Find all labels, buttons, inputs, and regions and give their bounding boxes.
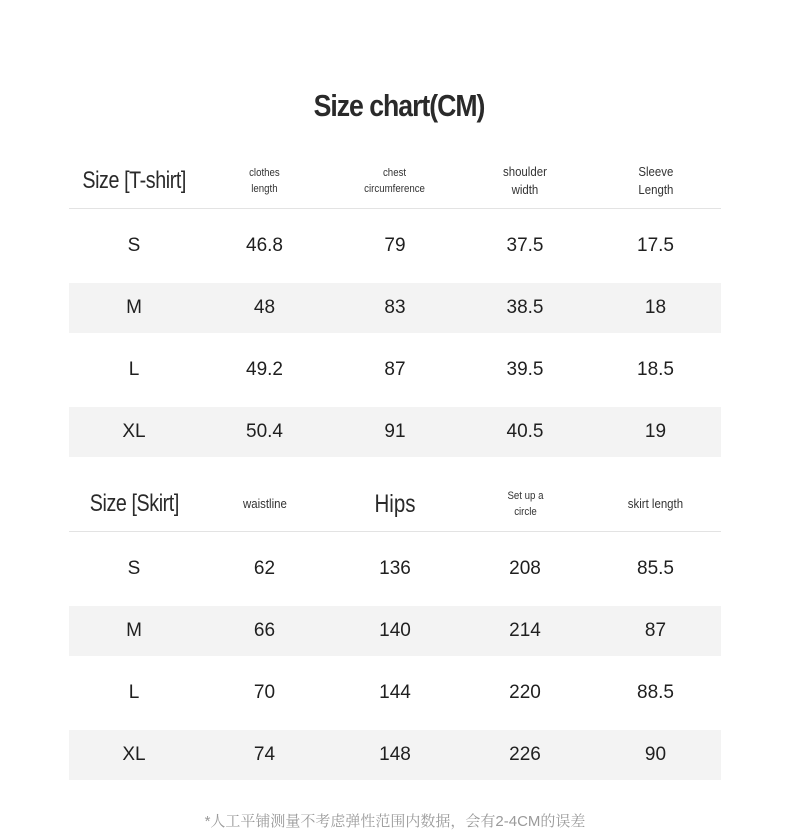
tshirt-size-table <box>69 154 721 457</box>
header-skirt-length: skirt length <box>627 496 684 511</box>
value-cell: 79 <box>384 235 406 256</box>
value-cell: 74 <box>253 744 276 765</box>
header-hips: Hips <box>374 489 416 518</box>
value-cell: 37.5 <box>506 235 544 256</box>
table-row <box>69 730 721 780</box>
table-header <box>69 154 721 209</box>
page-title: Size chart(CM) <box>313 88 485 123</box>
value-cell: 18 <box>644 297 667 318</box>
value-cell: 50.4 <box>246 421 283 442</box>
size-cell: L <box>128 359 140 380</box>
table-row <box>69 407 721 457</box>
size-cell: XL <box>122 744 146 765</box>
value-cell: 220 <box>509 682 541 703</box>
value-cell: 88.5 <box>637 682 674 703</box>
size-cell: XL <box>122 421 146 442</box>
table-row <box>69 544 721 594</box>
skirt-size-table <box>69 477 721 780</box>
table-row <box>69 221 721 271</box>
header-set-up-a-circle: Set up a circle <box>506 490 544 518</box>
value-cell: 39.5 <box>506 359 544 380</box>
value-cell: 38.5 <box>506 297 544 318</box>
value-cell: 66 <box>253 620 276 641</box>
size-cell: S <box>127 235 141 256</box>
value-cell: 226 <box>509 744 541 765</box>
value-cell: 18.5 <box>637 359 674 380</box>
table-row <box>69 345 721 395</box>
value-cell: 87 <box>384 359 406 380</box>
value-cell: 40.5 <box>506 421 544 442</box>
value-cell: 17.5 <box>637 235 674 256</box>
value-cell: 85.5 <box>637 558 674 579</box>
value-cell: 19 <box>644 421 667 442</box>
header-sleeve-length: Sleeve Length <box>637 164 673 197</box>
value-cell: 91 <box>384 421 406 442</box>
table-row <box>69 668 721 718</box>
measurement-note: *人工平铺测量不考虑弹性范围内数据，会有2-4CM的误差 <box>204 813 586 830</box>
tshirt-size-label: Size [T-shirt] <box>82 167 186 194</box>
value-cell: 140 <box>379 620 411 641</box>
value-cell: 136 <box>379 558 411 579</box>
size-cell: M <box>126 620 142 641</box>
skirt-size-label: Size [Skirt] <box>89 490 179 517</box>
value-cell: 70 <box>253 682 276 703</box>
value-cell: 148 <box>379 744 411 765</box>
value-cell: 208 <box>509 558 541 579</box>
header-waistline: waistline <box>242 496 287 511</box>
size-cell: L <box>128 682 140 703</box>
table-header <box>69 477 721 532</box>
size-cell: S <box>127 558 141 579</box>
header-clothes-length: clothes length <box>249 167 280 195</box>
value-cell: 48 <box>253 297 276 318</box>
value-cell: 62 <box>253 558 276 579</box>
value-cell: 46.8 <box>246 235 283 256</box>
value-cell: 90 <box>644 744 667 765</box>
value-cell: 144 <box>379 682 411 703</box>
header-chest-circumference: chest circumference <box>364 167 426 195</box>
size-cell: M <box>126 297 142 318</box>
table-row <box>69 283 721 333</box>
value-cell: 83 <box>384 297 406 318</box>
value-cell: 49.2 <box>246 359 283 380</box>
header-shoulder-width: shoulder width <box>503 164 547 197</box>
table-row <box>69 606 721 656</box>
value-cell: 214 <box>509 620 541 641</box>
value-cell: 87 <box>644 620 667 641</box>
